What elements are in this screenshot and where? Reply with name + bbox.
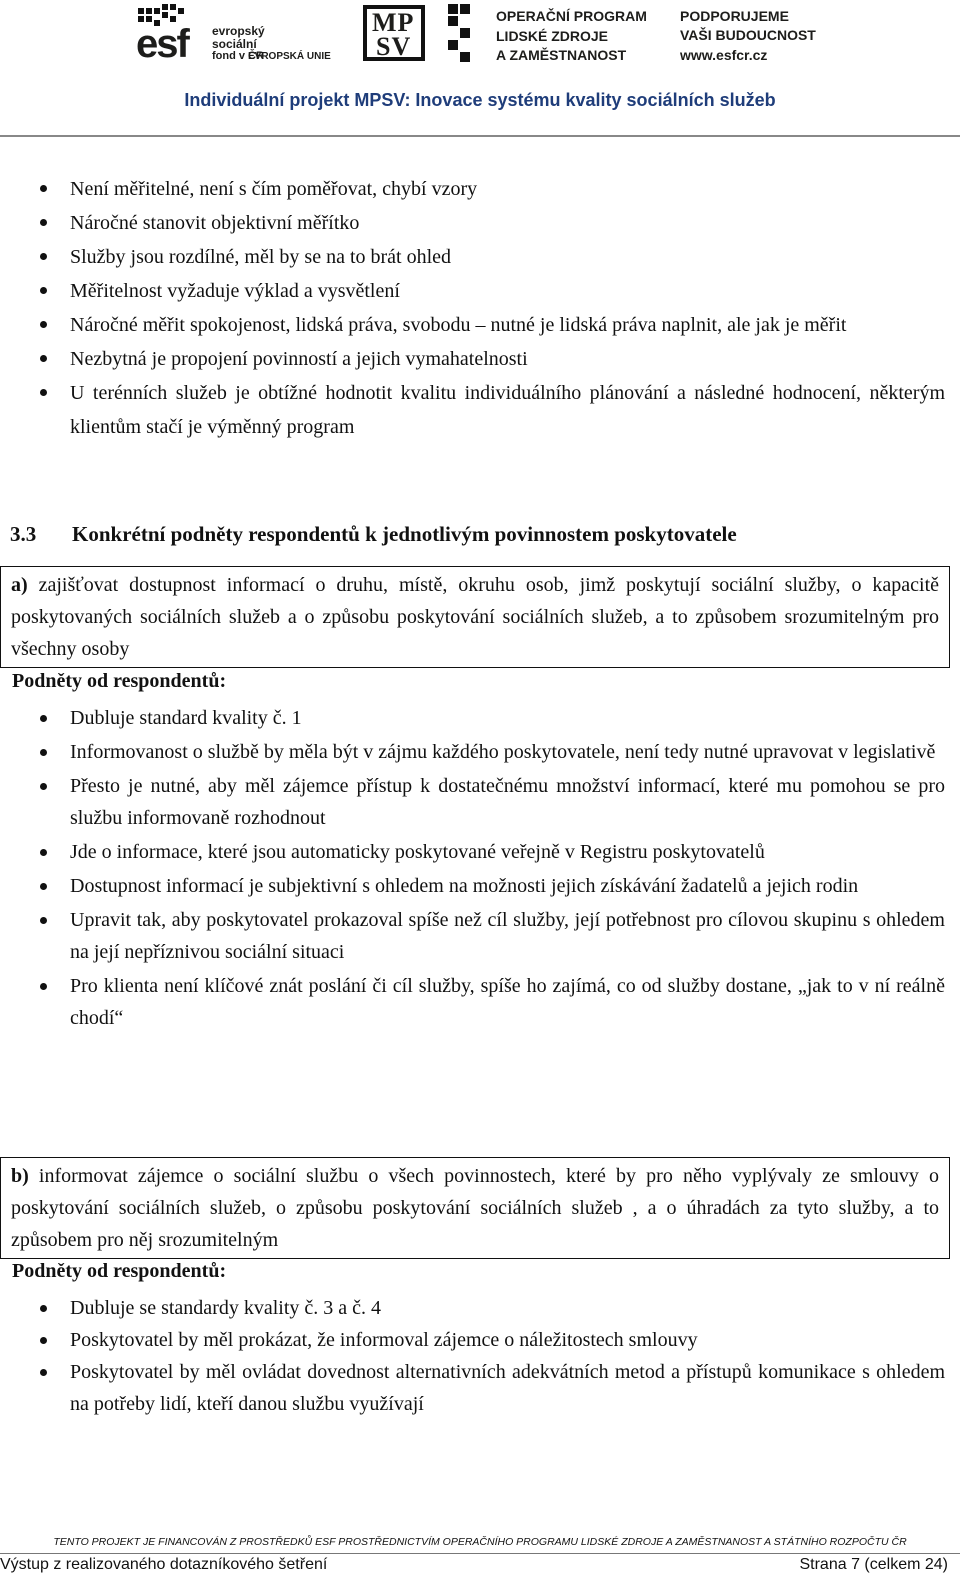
mpsv-line1: MP: [372, 8, 415, 37]
bullet-list-responses-a: [0, 702, 945, 1036]
section-heading: [10, 522, 950, 547]
esf-big-text: esf: [136, 22, 188, 66]
footer-funding-note: TENTO PROJEKT JE FINANCOVÁN Z PROSTŘEDKŮ ESF PROSTŘEDNICTVÍM OPERAČNÍHO PROGRAMU LIDSKÉ ZDROJE A ZAMĚSTNANOST A STÁTNÍHO ROZPOČTU ČR: [53, 1536, 907, 1548]
op-logo-icon: [446, 2, 486, 64]
list-item: Dubluje standard kvality č. 1: [0, 702, 945, 734]
list-item: Pro klienta není klíčové znát poslání či cíl služby, spíše ho zajímá, co od služby dostane, „jak to v ní reálně chodí“: [0, 970, 945, 1034]
esf-line1: evropský: [212, 24, 265, 38]
page-number: Strana 7 (celkem 24): [799, 1556, 948, 1573]
support-url: www.esfcr.cz: [680, 47, 768, 63]
op-line2: LIDSKÉ ZDROJE: [496, 28, 609, 44]
support-line2: VAŠI BUDOUCNOST: [680, 27, 816, 43]
section-number: 3.3: [10, 522, 37, 546]
list-item: Náročné měřit spokojenost, lidská práva, svobodu – nutné je lidská práva naplnit, ale jak je měřit: [0, 308, 945, 342]
obligation-box-a: [0, 566, 950, 668]
esf-line2: sociální: [212, 37, 257, 51]
bullet-list-general: [0, 172, 945, 444]
footer-divider: [0, 1553, 960, 1554]
list-item: Dubluje se standardy kvality č. 3 a č. 4: [0, 1292, 945, 1324]
op-lzz-logo: [446, 2, 656, 64]
list-item: Informovanost o službě by měla být v zájmu každého poskytovatele, není tedy nutné upravovat v legislativě: [0, 736, 945, 768]
mpsv-line2: SV: [376, 32, 412, 61]
obligation-prefix: a): [11, 574, 28, 596]
op-line3: A ZAMĚSTNANOST: [496, 47, 627, 63]
obligation-box-b: [0, 1157, 950, 1259]
esf-line3: fond v ČR: [212, 50, 264, 62]
header-title: Individuální projekt MPSV: Inovace systému kvality sociálních služeb: [184, 90, 776, 110]
list-item: Jde o informace, které jsou automaticky poskytované veřejně v Registru poskytovatelů: [0, 836, 945, 868]
bullet-list-responses-b: [0, 1292, 945, 1420]
list-item: Dostupnost informací je subjektivní s ohledem na možnosti jejich získávání žadatelů a jejich rodin: [0, 870, 945, 902]
page-header: [0, 0, 960, 140]
list-item: Nezbytná je propojení povinností a jejich vymahatelnosti: [0, 342, 945, 376]
list-item: Upravit tak, aby poskytovatel prokazoval spíše než cíl služby, její potřebnost pro cílovou skupinu s ohledem na její nepříznivou sociální situaci: [0, 904, 945, 968]
esf-logo: [136, 2, 341, 64]
header-divider: [0, 135, 960, 137]
list-item: U terénních služeb je obtížné hodnotit kvalitu individuálního plánování a následné hodnocení, některým klientům stačí je výměnný program: [0, 376, 945, 444]
section-title: Konkrétní podněty respondentů k jednotlivým povinnostem poskytovatele: [72, 522, 737, 546]
support-line1: PODPORUJEME: [680, 8, 789, 24]
responses-label: Podněty od respondentů:: [12, 1260, 227, 1282]
list-item: Měřitelnost vyžaduje výklad a vysvětlení: [0, 274, 945, 308]
mpsv-logo: [360, 2, 428, 64]
list-item: Poskytovatel by měl prokázat, že informoval zájemce o náležitostech smlouvy: [0, 1324, 945, 1356]
list-item: Není měřitelné, není s čím poměřovat, chybí vzory: [0, 172, 945, 206]
op-line1: OPERAČNÍ PROGRAM: [496, 8, 647, 24]
obligation-prefix: b): [11, 1165, 29, 1187]
eu-text: EVROPSKÁ UNIE: [248, 51, 331, 62]
list-item: Poskytovatel by měl ovládat dovednost alternativních adekvátních metod a přístupů komunikace s ohledem na potřeby lidí, kteří danou službu využívají: [0, 1356, 945, 1420]
footer-document-title: Výstup z realizovaného dotazníkového šetření: [0, 1556, 328, 1573]
obligation-text: informovat zájemce o sociální službu o všech povinnostech, které by pro něho vyplývaly ze smlouvy o poskytování sociálních služeb, o způsobu poskytování sociálních služeb , a o úhradách za tyto služby, a to způsobem pro něj srozumitelným: [11, 1165, 939, 1251]
list-item: Služby jsou rozdílné, měl by se na to brát ohled: [0, 240, 945, 274]
responses-label: Podněty od respondentů:: [12, 670, 227, 692]
list-item: Přesto je nutné, aby měl zájemce přístup k dostatečnému množství informací, které mu pomohou se pro službu informovaně rozhodnout: [0, 770, 945, 834]
list-item: Náročné stanovit objektivní měřítko: [0, 206, 945, 240]
obligation-text: zajišťovat dostupnost informací o druhu, místě, okruhu osob, jimž poskytují sociální služby, o kapacitě poskytovaných sociálních služeb a o způsobu poskytování sociálních služeb, a to způsobem srozumitelným pro všechny osoby: [11, 574, 939, 660]
